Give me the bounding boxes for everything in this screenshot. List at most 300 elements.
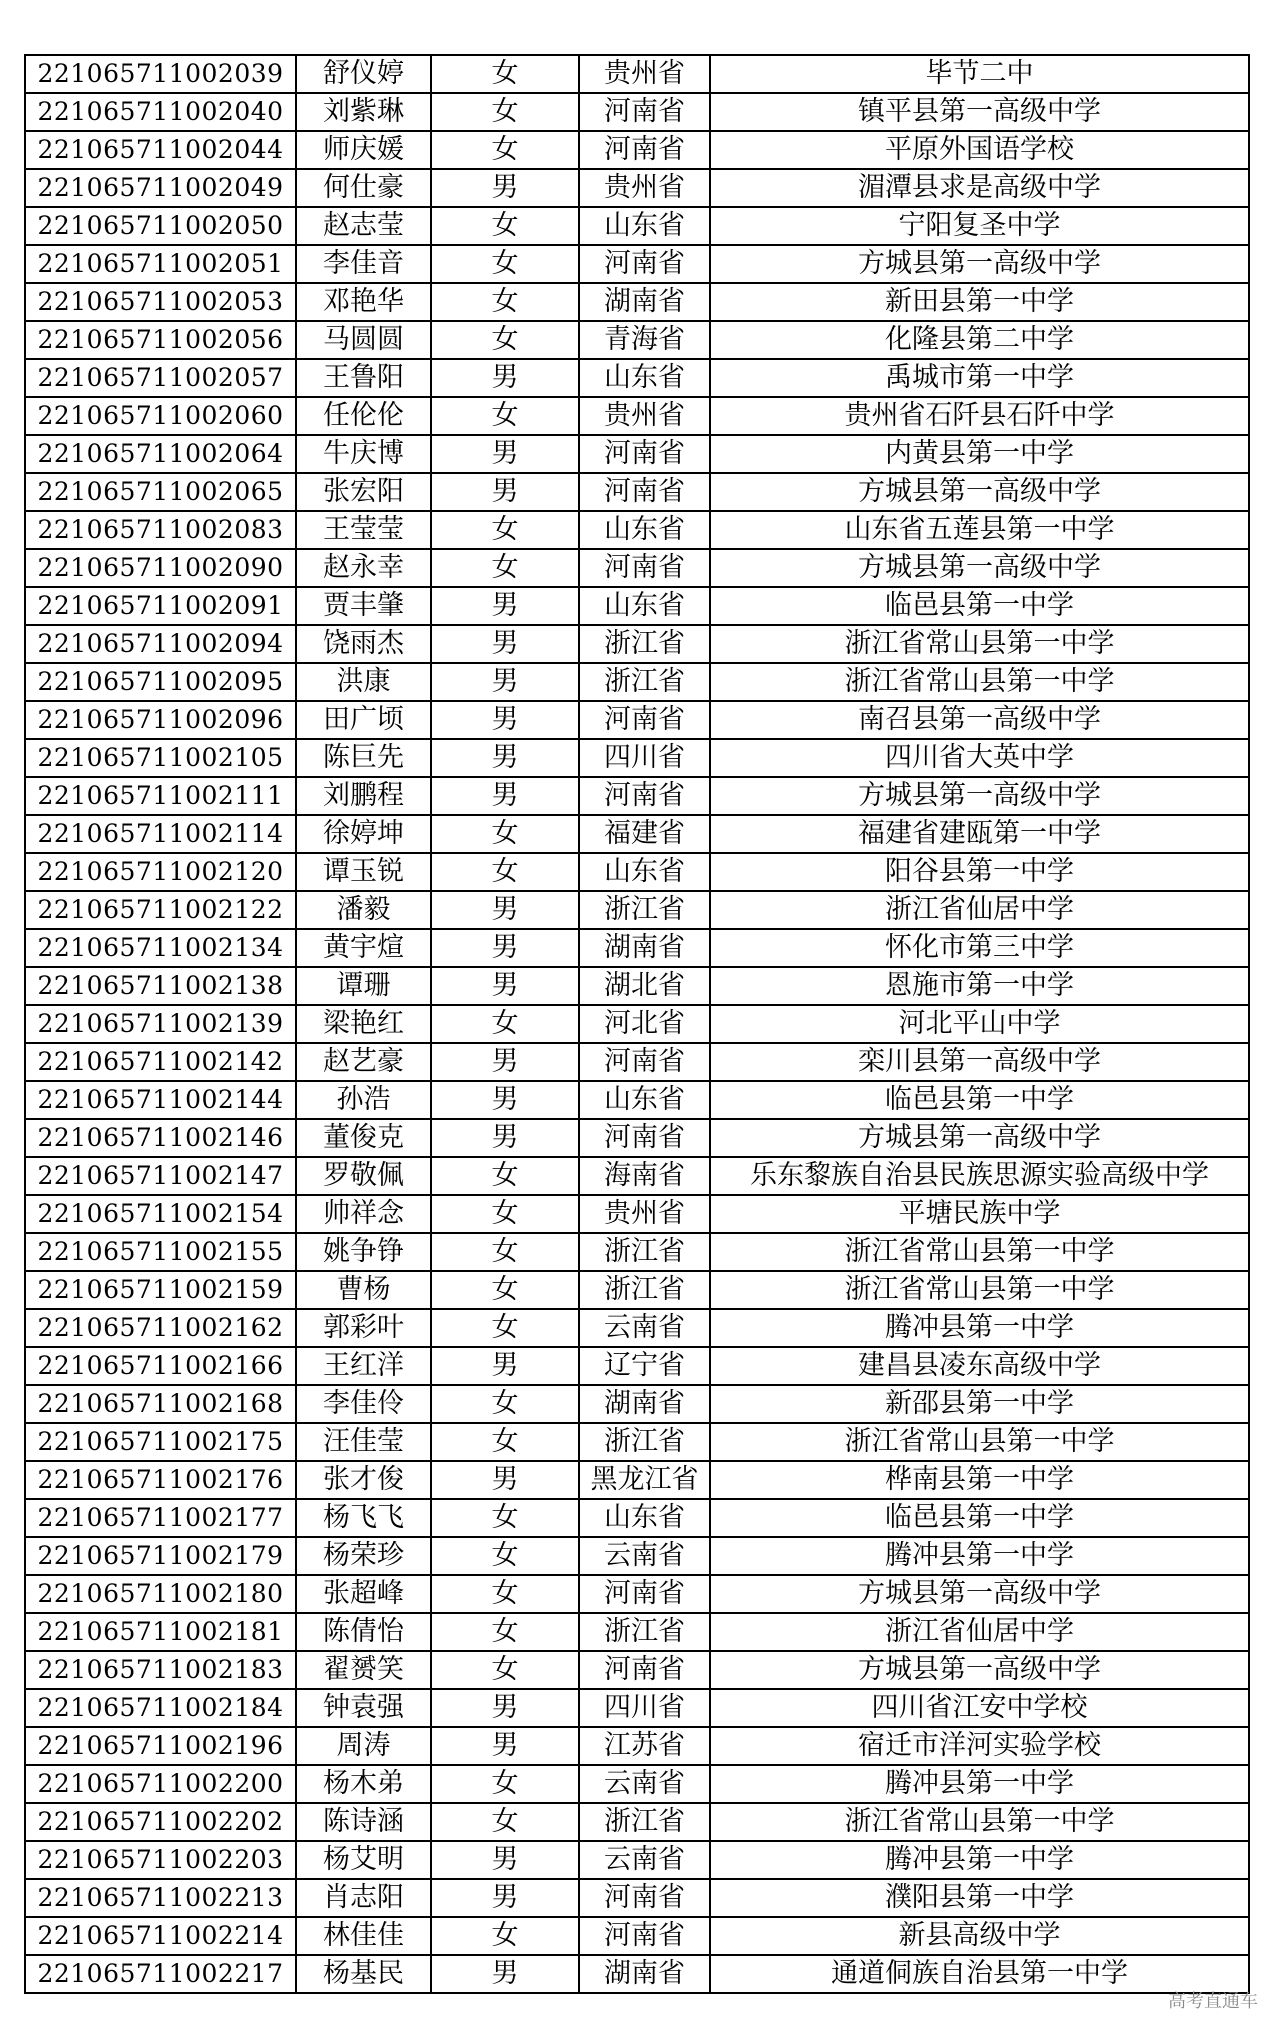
table-row bbox=[25, 1233, 1249, 1271]
student-id-cell: 221065711002196 bbox=[25, 1727, 296, 1765]
school-cell: 方城县第一高级中学 bbox=[710, 1651, 1249, 1689]
gender-cell: 女 bbox=[431, 1385, 579, 1423]
student-id-cell: 221065711002056 bbox=[25, 321, 296, 359]
gender-cell: 女 bbox=[431, 549, 579, 587]
school-cell: 浙江省常山县第一中学 bbox=[710, 625, 1249, 663]
gender-cell: 男 bbox=[431, 1119, 579, 1157]
gender-cell: 男 bbox=[431, 777, 579, 815]
table-row bbox=[25, 1917, 1249, 1955]
school-cell: 浙江省常山县第一中学 bbox=[710, 1803, 1249, 1841]
student-id-cell: 221065711002050 bbox=[25, 207, 296, 245]
student-id-cell: 221065711002142 bbox=[25, 1043, 296, 1081]
student-id-cell: 221065711002144 bbox=[25, 1081, 296, 1119]
table-row bbox=[25, 1309, 1249, 1347]
gender-cell: 男 bbox=[431, 1043, 579, 1081]
gender-cell: 男 bbox=[431, 1081, 579, 1119]
province-cell: 贵州省 bbox=[579, 397, 710, 435]
gender-cell: 男 bbox=[431, 625, 579, 663]
table-row bbox=[25, 1385, 1249, 1423]
gender-cell: 女 bbox=[431, 1423, 579, 1461]
gender-cell: 女 bbox=[431, 1651, 579, 1689]
school-cell: 浙江省常山县第一中学 bbox=[710, 1271, 1249, 1309]
gender-cell: 男 bbox=[431, 169, 579, 207]
student-id-cell: 221065711002202 bbox=[25, 1803, 296, 1841]
name-cell: 饶雨杰 bbox=[296, 625, 431, 663]
table-row bbox=[25, 929, 1249, 967]
province-cell: 浙江省 bbox=[579, 625, 710, 663]
school-cell: 建昌县凌东高级中学 bbox=[710, 1347, 1249, 1385]
table-row bbox=[25, 321, 1249, 359]
name-cell: 陈倩怡 bbox=[296, 1613, 431, 1651]
student-id-cell: 221065711002122 bbox=[25, 891, 296, 929]
gender-cell: 男 bbox=[431, 473, 579, 511]
student-id-cell: 221065711002064 bbox=[25, 435, 296, 473]
school-cell: 新邵县第一中学 bbox=[710, 1385, 1249, 1423]
table-row bbox=[25, 1423, 1249, 1461]
name-cell: 黄宇煊 bbox=[296, 929, 431, 967]
table-row bbox=[25, 207, 1249, 245]
name-cell: 谭珊 bbox=[296, 967, 431, 1005]
province-cell: 河南省 bbox=[579, 1119, 710, 1157]
table-row bbox=[25, 93, 1249, 131]
school-cell: 四川省大英中学 bbox=[710, 739, 1249, 777]
gender-cell: 女 bbox=[431, 131, 579, 169]
school-cell: 禹城市第一中学 bbox=[710, 359, 1249, 397]
table-row bbox=[25, 1613, 1249, 1651]
gender-cell: 男 bbox=[431, 587, 579, 625]
province-cell: 浙江省 bbox=[579, 891, 710, 929]
student-id-cell: 221065711002114 bbox=[25, 815, 296, 853]
table-row bbox=[25, 1803, 1249, 1841]
province-cell: 贵州省 bbox=[579, 169, 710, 207]
name-cell: 杨飞飞 bbox=[296, 1499, 431, 1537]
name-cell: 贾丰肇 bbox=[296, 587, 431, 625]
gender-cell: 男 bbox=[431, 1955, 579, 1993]
name-cell: 周涛 bbox=[296, 1727, 431, 1765]
name-cell: 陈巨先 bbox=[296, 739, 431, 777]
gender-cell: 女 bbox=[431, 93, 579, 131]
name-cell: 姚争铮 bbox=[296, 1233, 431, 1271]
table-row bbox=[25, 625, 1249, 663]
name-cell: 牛庆博 bbox=[296, 435, 431, 473]
student-id-cell: 221065711002057 bbox=[25, 359, 296, 397]
province-cell: 山东省 bbox=[579, 359, 710, 397]
name-cell: 孙浩 bbox=[296, 1081, 431, 1119]
school-cell: 浙江省常山县第一中学 bbox=[710, 1233, 1249, 1271]
name-cell: 赵艺豪 bbox=[296, 1043, 431, 1081]
school-cell: 乐东黎族自治县民族思源实验高级中学 bbox=[710, 1157, 1249, 1195]
school-cell: 贵州省石阡县石阡中学 bbox=[710, 397, 1249, 435]
gender-cell: 女 bbox=[431, 1309, 579, 1347]
province-cell: 湖南省 bbox=[579, 1385, 710, 1423]
student-id-cell: 221065711002214 bbox=[25, 1917, 296, 1955]
school-cell: 临邑县第一中学 bbox=[710, 1081, 1249, 1119]
gender-cell: 女 bbox=[431, 1613, 579, 1651]
province-cell: 浙江省 bbox=[579, 663, 710, 701]
student-id-cell: 221065711002146 bbox=[25, 1119, 296, 1157]
school-cell: 栾川县第一高级中学 bbox=[710, 1043, 1249, 1081]
school-cell: 浙江省常山县第一中学 bbox=[710, 1423, 1249, 1461]
school-cell: 新县高级中学 bbox=[710, 1917, 1249, 1955]
student-id-cell: 221065711002184 bbox=[25, 1689, 296, 1727]
student-id-cell: 221065711002159 bbox=[25, 1271, 296, 1309]
gender-cell: 女 bbox=[431, 1917, 579, 1955]
gender-cell: 女 bbox=[431, 1803, 579, 1841]
gender-cell: 男 bbox=[431, 967, 579, 1005]
name-cell: 张宏阳 bbox=[296, 473, 431, 511]
student-id-cell: 221065711002168 bbox=[25, 1385, 296, 1423]
name-cell: 洪康 bbox=[296, 663, 431, 701]
province-cell: 河南省 bbox=[579, 1651, 710, 1689]
student-id-cell: 221065711002120 bbox=[25, 853, 296, 891]
school-cell: 临邑县第一中学 bbox=[710, 587, 1249, 625]
gender-cell: 女 bbox=[431, 245, 579, 283]
gender-cell: 女 bbox=[431, 1233, 579, 1271]
student-id-cell: 221065711002039 bbox=[25, 55, 296, 93]
student-id-cell: 221065711002181 bbox=[25, 1613, 296, 1651]
school-cell: 方城县第一高级中学 bbox=[710, 473, 1249, 511]
name-cell: 王鲁阳 bbox=[296, 359, 431, 397]
gender-cell: 男 bbox=[431, 1727, 579, 1765]
province-cell: 湖北省 bbox=[579, 967, 710, 1005]
province-cell: 辽宁省 bbox=[579, 1347, 710, 1385]
name-cell: 帅祥念 bbox=[296, 1195, 431, 1233]
school-cell: 濮阳县第一中学 bbox=[710, 1879, 1249, 1917]
school-cell: 怀化市第三中学 bbox=[710, 929, 1249, 967]
table-row bbox=[25, 1005, 1249, 1043]
table-row bbox=[25, 1347, 1249, 1385]
table-row bbox=[25, 1955, 1249, 1993]
table-row bbox=[25, 891, 1249, 929]
province-cell: 河南省 bbox=[579, 245, 710, 283]
student-id-cell: 221065711002134 bbox=[25, 929, 296, 967]
province-cell: 海南省 bbox=[579, 1157, 710, 1195]
gender-cell: 男 bbox=[431, 1879, 579, 1917]
province-cell: 四川省 bbox=[579, 1689, 710, 1727]
table-body bbox=[25, 55, 1249, 1993]
province-cell: 河南省 bbox=[579, 93, 710, 131]
school-cell: 阳谷县第一中学 bbox=[710, 853, 1249, 891]
school-cell: 腾冲县第一中学 bbox=[710, 1309, 1249, 1347]
province-cell: 浙江省 bbox=[579, 1803, 710, 1841]
province-cell: 河南省 bbox=[579, 701, 710, 739]
table-row bbox=[25, 1841, 1249, 1879]
gender-cell: 女 bbox=[431, 283, 579, 321]
gender-cell: 女 bbox=[431, 1765, 579, 1803]
name-cell: 肖志阳 bbox=[296, 1879, 431, 1917]
school-cell: 镇平县第一高级中学 bbox=[710, 93, 1249, 131]
table-row bbox=[25, 967, 1249, 1005]
province-cell: 河南省 bbox=[579, 549, 710, 587]
table-row bbox=[25, 169, 1249, 207]
student-id-cell: 221065711002162 bbox=[25, 1309, 296, 1347]
school-cell: 河北平山中学 bbox=[710, 1005, 1249, 1043]
province-cell: 山东省 bbox=[579, 1081, 710, 1119]
table-row bbox=[25, 549, 1249, 587]
gender-cell: 男 bbox=[431, 1461, 579, 1499]
name-cell: 任伦伦 bbox=[296, 397, 431, 435]
school-cell: 恩施市第一中学 bbox=[710, 967, 1249, 1005]
school-cell: 宿迁市洋河实验学校 bbox=[710, 1727, 1249, 1765]
name-cell: 李佳伶 bbox=[296, 1385, 431, 1423]
school-cell: 腾冲县第一中学 bbox=[710, 1537, 1249, 1575]
student-id-cell: 221065711002044 bbox=[25, 131, 296, 169]
gender-cell: 男 bbox=[431, 929, 579, 967]
gender-cell: 男 bbox=[431, 359, 579, 397]
table-row bbox=[25, 1271, 1249, 1309]
province-cell: 山东省 bbox=[579, 1499, 710, 1537]
student-id-cell: 221065711002083 bbox=[25, 511, 296, 549]
table-row bbox=[25, 1119, 1249, 1157]
gender-cell: 女 bbox=[431, 1005, 579, 1043]
student-id-cell: 221065711002217 bbox=[25, 1955, 296, 1993]
student-id-cell: 221065711002090 bbox=[25, 549, 296, 587]
school-cell: 新田县第一中学 bbox=[710, 283, 1249, 321]
table-row bbox=[25, 473, 1249, 511]
province-cell: 河北省 bbox=[579, 1005, 710, 1043]
table-row bbox=[25, 1575, 1249, 1613]
school-cell: 桦南县第一中学 bbox=[710, 1461, 1249, 1499]
name-cell: 潘毅 bbox=[296, 891, 431, 929]
province-cell: 浙江省 bbox=[579, 1233, 710, 1271]
gender-cell: 男 bbox=[431, 1347, 579, 1385]
province-cell: 云南省 bbox=[579, 1765, 710, 1803]
school-cell: 方城县第一高级中学 bbox=[710, 777, 1249, 815]
province-cell: 湖南省 bbox=[579, 929, 710, 967]
province-cell: 浙江省 bbox=[579, 1423, 710, 1461]
table-row bbox=[25, 777, 1249, 815]
gender-cell: 女 bbox=[431, 321, 579, 359]
table-row bbox=[25, 1765, 1249, 1803]
name-cell: 李佳音 bbox=[296, 245, 431, 283]
student-id-cell: 221065711002065 bbox=[25, 473, 296, 511]
student-id-cell: 221065711002111 bbox=[25, 777, 296, 815]
table-row bbox=[25, 359, 1249, 397]
gender-cell: 女 bbox=[431, 511, 579, 549]
school-cell: 腾冲县第一中学 bbox=[710, 1841, 1249, 1879]
table-row bbox=[25, 853, 1249, 891]
student-id-cell: 221065711002091 bbox=[25, 587, 296, 625]
province-cell: 云南省 bbox=[579, 1537, 710, 1575]
name-cell: 杨基民 bbox=[296, 1955, 431, 1993]
name-cell: 杨木弟 bbox=[296, 1765, 431, 1803]
student-id-cell: 221065711002096 bbox=[25, 701, 296, 739]
table-row bbox=[25, 131, 1249, 169]
province-cell: 贵州省 bbox=[579, 55, 710, 93]
table-row bbox=[25, 663, 1249, 701]
name-cell: 赵永幸 bbox=[296, 549, 431, 587]
name-cell: 张超峰 bbox=[296, 1575, 431, 1613]
student-id-cell: 221065711002105 bbox=[25, 739, 296, 777]
gender-cell: 男 bbox=[431, 663, 579, 701]
province-cell: 贵州省 bbox=[579, 1195, 710, 1233]
table-row bbox=[25, 1727, 1249, 1765]
school-cell: 化隆县第二中学 bbox=[710, 321, 1249, 359]
school-cell: 南召县第一高级中学 bbox=[710, 701, 1249, 739]
gender-cell: 男 bbox=[431, 739, 579, 777]
name-cell: 刘紫琳 bbox=[296, 93, 431, 131]
table-row bbox=[25, 1157, 1249, 1195]
student-id-cell: 221065711002147 bbox=[25, 1157, 296, 1195]
table-row bbox=[25, 1689, 1249, 1727]
table-row bbox=[25, 1195, 1249, 1233]
student-id-cell: 221065711002200 bbox=[25, 1765, 296, 1803]
name-cell: 赵志莹 bbox=[296, 207, 431, 245]
province-cell: 云南省 bbox=[579, 1841, 710, 1879]
school-cell: 方城县第一高级中学 bbox=[710, 1119, 1249, 1157]
gender-cell: 男 bbox=[431, 435, 579, 473]
school-cell: 平原外国语学校 bbox=[710, 131, 1249, 169]
school-cell: 临邑县第一中学 bbox=[710, 1499, 1249, 1537]
name-cell: 张才俊 bbox=[296, 1461, 431, 1499]
name-cell: 陈诗涵 bbox=[296, 1803, 431, 1841]
student-list-table bbox=[24, 54, 1250, 1994]
table-row bbox=[25, 1499, 1249, 1537]
student-id-cell: 221065711002053 bbox=[25, 283, 296, 321]
province-cell: 河南省 bbox=[579, 1575, 710, 1613]
name-cell: 何仕豪 bbox=[296, 169, 431, 207]
name-cell: 翟赟笑 bbox=[296, 1651, 431, 1689]
student-id-cell: 221065711002060 bbox=[25, 397, 296, 435]
school-cell: 湄潭县求是高级中学 bbox=[710, 169, 1249, 207]
province-cell: 河南省 bbox=[579, 777, 710, 815]
document-page bbox=[24, 54, 1248, 1994]
school-cell: 浙江省常山县第一中学 bbox=[710, 663, 1249, 701]
name-cell: 罗敬佩 bbox=[296, 1157, 431, 1195]
school-cell: 方城县第一高级中学 bbox=[710, 549, 1249, 587]
name-cell: 董俊克 bbox=[296, 1119, 431, 1157]
name-cell: 马圆圆 bbox=[296, 321, 431, 359]
province-cell: 湖南省 bbox=[579, 1955, 710, 1993]
province-cell: 江苏省 bbox=[579, 1727, 710, 1765]
province-cell: 河南省 bbox=[579, 1043, 710, 1081]
name-cell: 徐婷坤 bbox=[296, 815, 431, 853]
student-id-cell: 221065711002166 bbox=[25, 1347, 296, 1385]
name-cell: 曹杨 bbox=[296, 1271, 431, 1309]
student-id-cell: 221065711002183 bbox=[25, 1651, 296, 1689]
gender-cell: 女 bbox=[431, 207, 579, 245]
table-row bbox=[25, 283, 1249, 321]
table-row bbox=[25, 435, 1249, 473]
table-row bbox=[25, 1879, 1249, 1917]
gender-cell: 女 bbox=[431, 1157, 579, 1195]
table-row bbox=[25, 1537, 1249, 1575]
student-id-cell: 221065711002049 bbox=[25, 169, 296, 207]
table-row bbox=[25, 701, 1249, 739]
name-cell: 王莹莹 bbox=[296, 511, 431, 549]
school-cell: 福建省建瓯第一中学 bbox=[710, 815, 1249, 853]
student-id-cell: 221065711002177 bbox=[25, 1499, 296, 1537]
school-cell: 方城县第一高级中学 bbox=[710, 1575, 1249, 1613]
name-cell: 钟袁强 bbox=[296, 1689, 431, 1727]
province-cell: 黑龙江省 bbox=[579, 1461, 710, 1499]
student-id-cell: 221065711002139 bbox=[25, 1005, 296, 1043]
student-id-cell: 221065711002180 bbox=[25, 1575, 296, 1613]
gender-cell: 女 bbox=[431, 1499, 579, 1537]
name-cell: 谭玉锐 bbox=[296, 853, 431, 891]
gender-cell: 女 bbox=[431, 1537, 579, 1575]
province-cell: 福建省 bbox=[579, 815, 710, 853]
student-id-cell: 221065711002203 bbox=[25, 1841, 296, 1879]
name-cell: 王红洋 bbox=[296, 1347, 431, 1385]
table-row bbox=[25, 1651, 1249, 1689]
table-row bbox=[25, 1043, 1249, 1081]
name-cell: 郭彩叶 bbox=[296, 1309, 431, 1347]
province-cell: 山东省 bbox=[579, 587, 710, 625]
gender-cell: 男 bbox=[431, 1841, 579, 1879]
student-id-cell: 221065711002094 bbox=[25, 625, 296, 663]
table-row bbox=[25, 739, 1249, 777]
school-cell: 平塘民族中学 bbox=[710, 1195, 1249, 1233]
province-cell: 河南省 bbox=[579, 1879, 710, 1917]
gender-cell: 男 bbox=[431, 891, 579, 929]
gender-cell: 女 bbox=[431, 815, 579, 853]
table-row bbox=[25, 1081, 1249, 1119]
name-cell: 田广顷 bbox=[296, 701, 431, 739]
gender-cell: 女 bbox=[431, 853, 579, 891]
school-cell: 方城县第一高级中学 bbox=[710, 245, 1249, 283]
province-cell: 河南省 bbox=[579, 131, 710, 169]
gender-cell: 女 bbox=[431, 55, 579, 93]
province-cell: 山东省 bbox=[579, 511, 710, 549]
province-cell: 青海省 bbox=[579, 321, 710, 359]
watermark-text: 高考直通车 bbox=[1168, 1991, 1258, 2012]
table-row bbox=[25, 511, 1249, 549]
school-cell: 浙江省仙居中学 bbox=[710, 1613, 1249, 1651]
student-id-cell: 221065711002155 bbox=[25, 1233, 296, 1271]
province-cell: 山东省 bbox=[579, 853, 710, 891]
name-cell: 师庆媛 bbox=[296, 131, 431, 169]
table-row bbox=[25, 245, 1249, 283]
student-id-cell: 221065711002175 bbox=[25, 1423, 296, 1461]
province-cell: 河南省 bbox=[579, 435, 710, 473]
school-cell: 山东省五莲县第一中学 bbox=[710, 511, 1249, 549]
table-row bbox=[25, 397, 1249, 435]
gender-cell: 女 bbox=[431, 1575, 579, 1613]
name-cell: 邓艳华 bbox=[296, 283, 431, 321]
province-cell: 湖南省 bbox=[579, 283, 710, 321]
province-cell: 河南省 bbox=[579, 473, 710, 511]
table-row bbox=[25, 587, 1249, 625]
gender-cell: 男 bbox=[431, 701, 579, 739]
school-cell: 浙江省仙居中学 bbox=[710, 891, 1249, 929]
gender-cell: 女 bbox=[431, 1271, 579, 1309]
student-id-cell: 221065711002040 bbox=[25, 93, 296, 131]
school-cell: 四川省江安中学校 bbox=[710, 1689, 1249, 1727]
name-cell: 梁艳红 bbox=[296, 1005, 431, 1043]
province-cell: 四川省 bbox=[579, 739, 710, 777]
school-cell: 宁阳复圣中学 bbox=[710, 207, 1249, 245]
student-id-cell: 221065711002051 bbox=[25, 245, 296, 283]
student-id-cell: 221065711002095 bbox=[25, 663, 296, 701]
school-cell: 毕节二中 bbox=[710, 55, 1249, 93]
name-cell: 杨艾明 bbox=[296, 1841, 431, 1879]
province-cell: 山东省 bbox=[579, 207, 710, 245]
province-cell: 浙江省 bbox=[579, 1271, 710, 1309]
name-cell: 林佳佳 bbox=[296, 1917, 431, 1955]
student-id-cell: 221065711002213 bbox=[25, 1879, 296, 1917]
province-cell: 云南省 bbox=[579, 1309, 710, 1347]
province-cell: 浙江省 bbox=[579, 1613, 710, 1651]
table-row bbox=[25, 815, 1249, 853]
name-cell: 汪佳莹 bbox=[296, 1423, 431, 1461]
student-id-cell: 221065711002154 bbox=[25, 1195, 296, 1233]
student-id-cell: 221065711002179 bbox=[25, 1537, 296, 1575]
gender-cell: 男 bbox=[431, 1689, 579, 1727]
name-cell: 刘鹏程 bbox=[296, 777, 431, 815]
table-row bbox=[25, 55, 1249, 93]
name-cell: 杨荣珍 bbox=[296, 1537, 431, 1575]
